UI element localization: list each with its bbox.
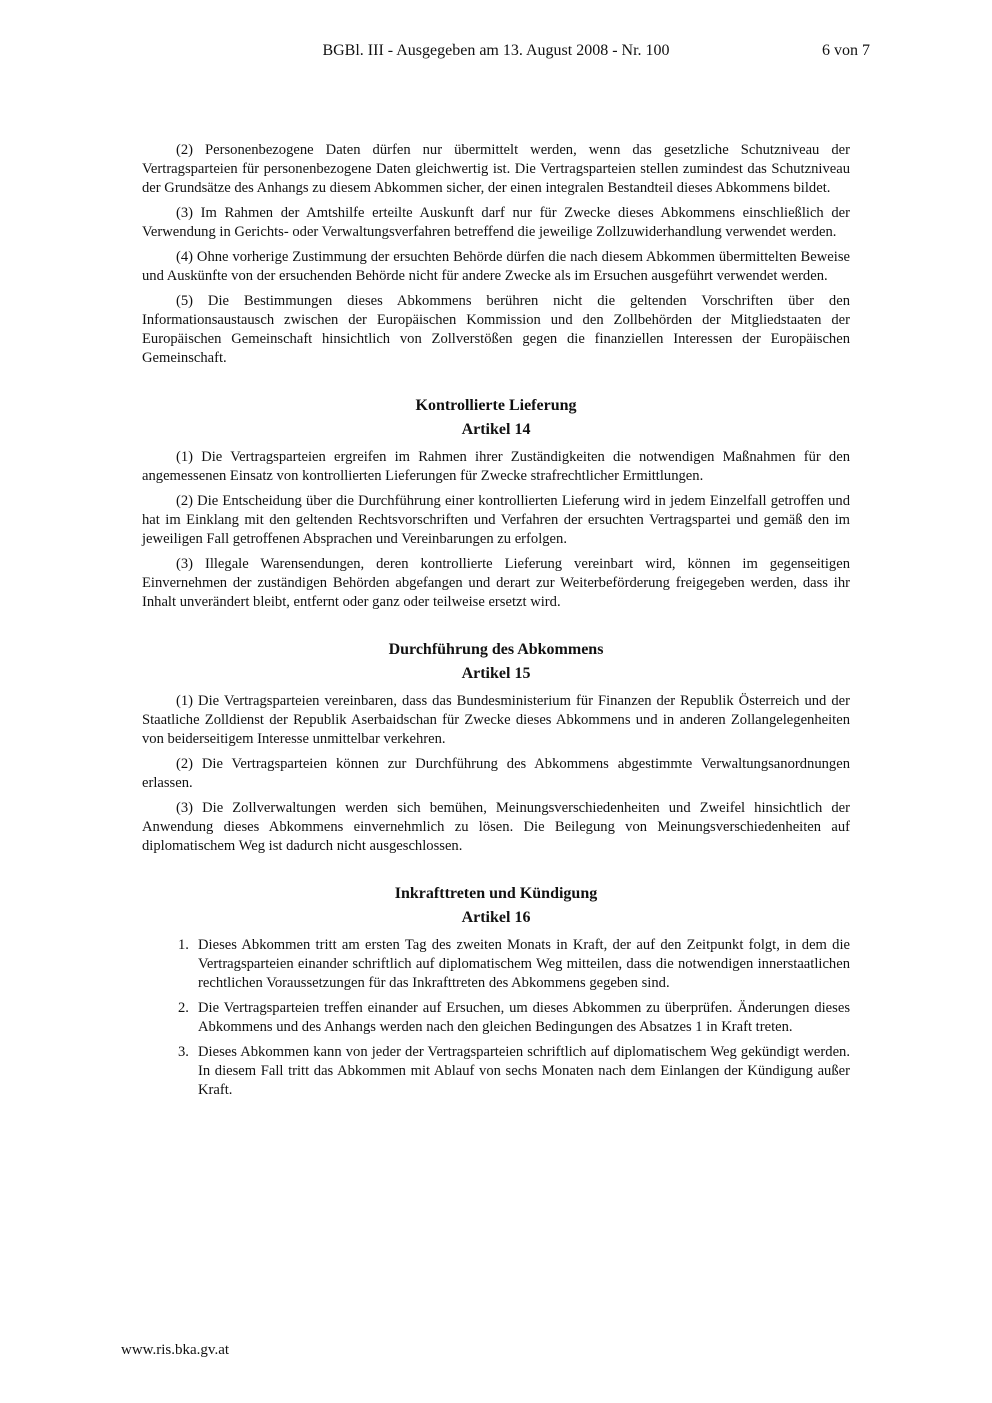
article-title: Inkrafttreten und Kündigung <box>394 885 598 902</box>
article-title: Durchführung des Abkommens <box>388 641 604 658</box>
article-title: Kontrollierte Lieferung <box>415 397 577 414</box>
article-number: Artikel 14 <box>461 421 531 438</box>
list-item <box>142 936 850 993</box>
list-item <box>142 1043 850 1100</box>
paragraph: (2) Die Vertragsparteien können zur Durchführung des Abkommens abgestimmte Verwaltungsanordnungen erlassen. <box>142 756 850 791</box>
page-number: 6 von 7 <box>822 42 870 59</box>
document-body <box>142 141 850 1106</box>
paragraph: (1) Die Vertragsparteien vereinbaren, dass das Bundesministerium für Finanzen der Republik Österreich und der Staatliche Zolldienst der Republik Aserbaidschan für Zwecke dieses Abkommens und in anderen Zollangelegenheiten von beiderseitigem Interesse unmittelbar verkehren. <box>142 693 850 747</box>
list-item-text: Dieses Abkommen tritt am ersten Tag des zweiten Monats in Kraft, der auf den Zeitpunkt folgt, in dem die Vertragsparteien einander schriftlich auf diplomatischem Weg mitteilen, dass die notwendigen innerstaatlichen rechtlichen Voraussetzungen für das Inkrafttreten des Abkommens gegeben sind. <box>198 937 850 991</box>
list-item <box>142 999 850 1037</box>
paragraph: (2) Die Entscheidung über die Durchführung einer kontrollierten Lieferung wird in jedem Einzelfall getroffen und hat im Einklang mit den geltenden Rechtsvorschriften und Verfahren der ersuchten Vertragspartei und gemäß den im jeweiligen Fall getroffenen Absprachen und Vereinbarungen zu erfolgen. <box>142 493 850 547</box>
paragraph: (1) Die Vertragsparteien ergreifen im Rahmen ihrer Zuständigkeiten die notwendigen Maßnahmen für den angemessenen Einsatz von kontrollierten Lieferungen für Zwecke strafrechtlicher Ermittlungen. <box>142 449 850 484</box>
list-item-text: Die Vertragsparteien treffen einander auf Ersuchen, um dieses Abkommen zu überprüfen. Änderungen dieses Abkommens und des Anhangs werden nach den gleichen Bedingungen des Absatzes 1 in Kraft treten. <box>198 1000 850 1035</box>
numbered-list <box>142 936 850 1100</box>
list-item-number: 1. <box>178 937 189 953</box>
paragraph: (3) Im Rahmen der Amtshilfe erteilte Auskunft darf nur für Zwecke dieses Abkommens einschließlich der Verwendung in Gerichts- oder Verwaltungsverfahren betreffend die jeweilige Zollzuwiderhandlung verwendet werden. <box>142 205 850 240</box>
footer-url: www.ris.bka.gv.at <box>121 1342 230 1358</box>
article-16-heading <box>142 882 850 930</box>
paragraph: (4) Ohne vorherige Zustimmung der ersuchten Behörde dürfen die nach diesem Abkommen übermittelten Beweise und Auskünfte von der ersuchenden Behörde nicht für andere Zwecke als im Ersuchen ausgeführt verwendet werden. <box>142 249 850 284</box>
article-15-heading <box>142 638 850 686</box>
list-item-number: 3. <box>178 1044 189 1060</box>
paragraph: (5) Die Bestimmungen dieses Abkommens berühren nicht die geltenden Vorschriften über den Informationsaustausch zwischen der Europäischen Kommission und den Zollbehörden der Mitgliedstaaten der Europäischen Gemeinschaft hinsichtlich von Zollverstößen gegen die finanziellen Interessen der Europäischen Gemeinschaft. <box>142 293 850 366</box>
paragraph: (3) Die Zollverwaltungen werden sich bemühen, Meinungsverschiedenheiten und Zweifel hinsichtlich der Anwendung dieses Abkommens einvernehmlich zu lösen. Die Beilegung von Meinungsverschiedenheiten auf diplomatischem Weg ist dadurch nicht ausgeschlossen. <box>142 800 850 854</box>
paragraph: (3) Illegale Warensendungen, deren kontrollierte Lieferung vereinbart wird, können im gegenseitigen Einvernehmen der zuständigen Behörden abgefangen und derart zur Weiterbeförderung freigegeben werden, dass ihr Inhalt unverändert bleibt, entfernt oder ganz oder teilweise ersetzt wird. <box>142 556 850 610</box>
header-title: BGBl. III - Ausgegeben am 13. August 2008 - Nr. 100 <box>322 42 670 59</box>
paragraph: (2) Personenbezogene Daten dürfen nur übermittelt werden, wenn das gesetzliche Schutzniveau der Vertragsparteien für personenbezogene Daten gleichwertig ist. Die Vertragsparteien stellen zumindest das Schutzniveau der Grundsätze des Anhangs zu diesem Abkommen sicher, der einen integralen Bestandteil dieses Abkommens bildet. <box>142 142 850 196</box>
article-number: Artikel 15 <box>461 665 531 682</box>
article-14-heading <box>142 394 850 442</box>
list-item-number: 2. <box>178 1000 189 1016</box>
list-item-text: Dieses Abkommen kann von jeder der Vertragsparteien schriftlich auf diplomatischem Weg gekündigt werden. In diesem Fall tritt das Abkommen mit Ablauf von sechs Monaten nach dem Einlangen der Kündigung außer Kraft. <box>198 1044 850 1098</box>
article-number: Artikel 16 <box>461 909 531 926</box>
